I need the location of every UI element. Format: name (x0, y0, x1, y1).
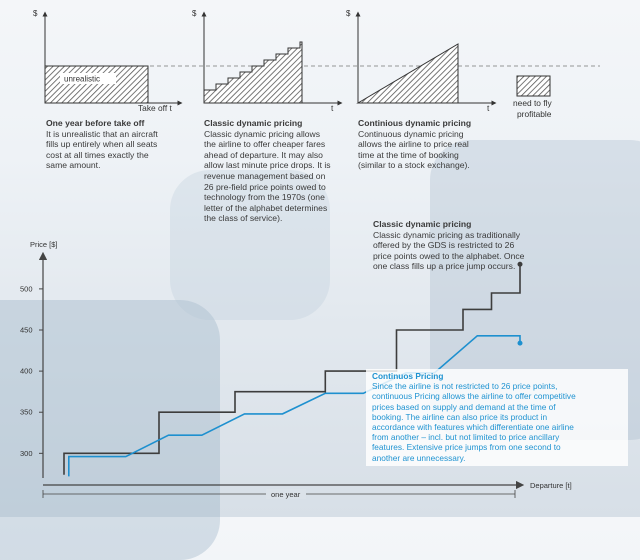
note-title: Classic dynamic pricing (373, 219, 472, 229)
description-line: fills up entirely when all seats (46, 139, 158, 150)
legend-label-line1: need to fly (513, 98, 552, 108)
note-line: booking. The airline can also price its product in (372, 411, 548, 422)
panel3-axis-label: t (487, 103, 490, 113)
description-line: (similar to a stock exchange). (358, 160, 470, 171)
y-tick-label: 400 (20, 366, 33, 376)
note-line: from another – incl. but not limited to price ancillary (372, 432, 560, 443)
description-line: cost at all times exactly the (46, 149, 149, 160)
panel1-box-label: unrealistic (64, 74, 101, 84)
description-line: the airline to offer cheaper fares (204, 139, 326, 150)
note-line: features. Extensive price jumps from one second to (372, 442, 561, 453)
continuous-pricing-note (366, 369, 628, 466)
y-axis-label: Price [$] (30, 240, 58, 249)
description-line: Continuous dynamic pricing (358, 128, 464, 139)
y-tick-label: 500 (20, 284, 33, 294)
dollar-symbol: $ (192, 9, 197, 18)
panel1-axis-label: Take off t (138, 103, 172, 113)
continuous-pricing-endpoint (518, 341, 523, 346)
description-line: 26 pre-field price points owed to (204, 181, 326, 192)
y-tick-label: 300 (20, 448, 33, 458)
note-line: accordance with features which differentiate one airline (372, 422, 574, 433)
note-line: one class fills up a price jump occurs. (373, 261, 516, 272)
note-line: Classic dynamic pricing as traditionally (373, 229, 521, 240)
description-title: Continious dynamic pricing (358, 118, 472, 128)
dollar-symbol: $ (33, 9, 38, 18)
description-line: revenue management based on (204, 170, 326, 181)
note-line: another are unnecessary. (372, 452, 466, 463)
note-line: continuous Pricing allows the airline to offer competitive (372, 391, 576, 402)
note-line: price points owed to the alphabet. Once (373, 250, 525, 261)
description-line: same amount. (46, 160, 101, 171)
description-line: time at the time of booking (358, 149, 459, 160)
description-line: letter of the alphabet determines (204, 202, 328, 213)
note-line: prices based on supply and demand at the time of (372, 401, 556, 412)
description-line: It is unrealistic that an aircraft (46, 128, 158, 139)
description-line: the class of service). (204, 213, 283, 224)
description-line: allows the airline to price real (358, 139, 469, 150)
one-year-label: one year (271, 490, 301, 499)
dollar-symbol: $ (346, 9, 351, 18)
description-title: One year before take off (46, 118, 145, 128)
legend-label-line2: profitable (517, 109, 552, 119)
y-tick-label: 350 (20, 407, 33, 417)
description-line: technology from the 1970s (one (204, 192, 325, 203)
classic-pricing-endpoint (518, 262, 523, 267)
description-line: ahead of departure. It may also (204, 149, 323, 160)
note-line: offered by the GDS is restricted to 26 (373, 240, 515, 251)
note-title: Continuos Pricing (372, 371, 444, 381)
description-line: allow last minute price drops. It is (204, 160, 331, 171)
note-line: Since the airline is not restricted to 26 price points, (372, 381, 558, 392)
y-tick-label: 450 (20, 325, 33, 335)
description-title: Classic dynamic pricing (204, 118, 303, 128)
x-axis-label: Departure [t] (530, 481, 572, 490)
description-line: Classic dynamic pricing allows (204, 128, 321, 139)
panel2-axis-label: t (331, 103, 334, 113)
